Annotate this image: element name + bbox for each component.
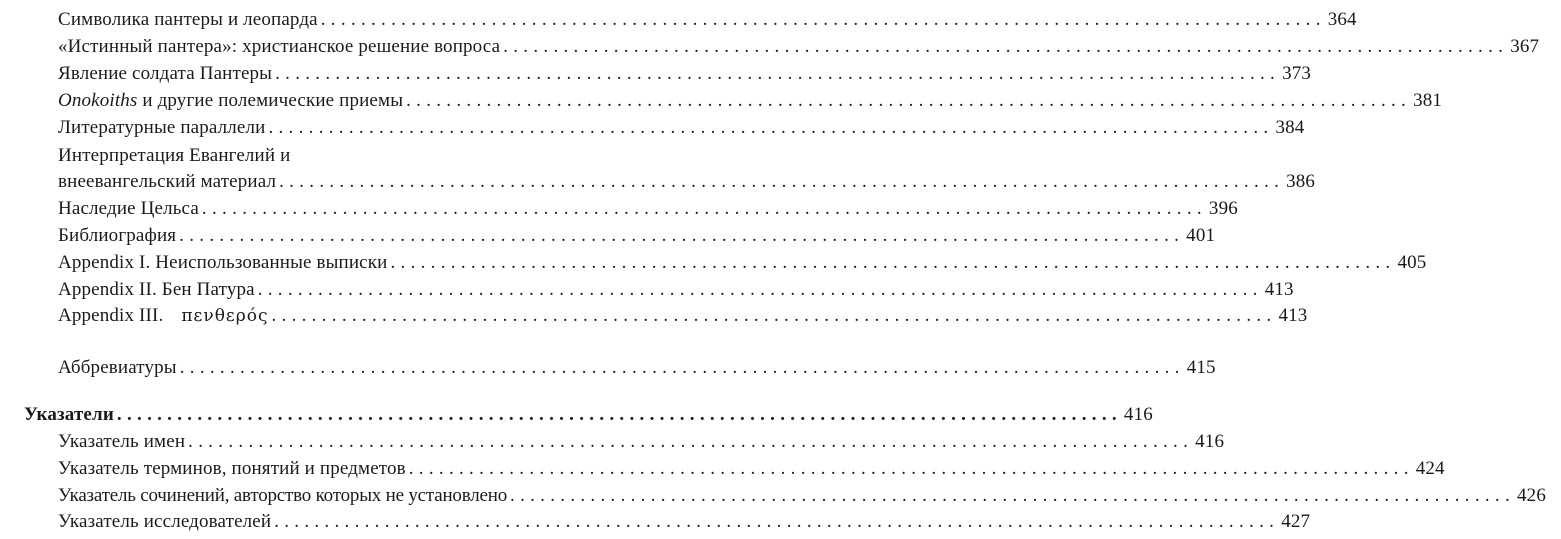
dot-leader: ....................................................................................................: [188, 431, 1194, 452]
toc-entry-title-latin: Appendix III.: [58, 305, 164, 326]
dot-leader: ....................................................................................................: [510, 485, 1516, 506]
toc-entry-page: 416: [1195, 431, 1225, 452]
toc-section-heading: [0, 402, 1153, 428]
toc-entry-page: 384: [1275, 117, 1305, 138]
dot-leader: ....................................................................................................: [279, 171, 1285, 192]
toc-entry: [0, 88, 1443, 114]
toc-entry: [0, 277, 1294, 303]
dot-leader: ....................................................................................................: [275, 63, 1281, 84]
toc-entry-title-rest: и другие полемические приемы: [137, 90, 404, 111]
toc-entry: [0, 115, 1305, 141]
toc-entry: [0, 456, 1445, 482]
toc-entry-page: 413: [1264, 279, 1294, 300]
toc-entry-title-greek: πενθερός: [181, 306, 269, 326]
toc-entry-page: 413: [1278, 305, 1308, 326]
toc-entry-title: Наследие Цельса: [58, 198, 199, 219]
toc-entry-title: Указатель терминов, понятий и предметов: [58, 458, 406, 479]
toc-entry-title: Аббревиатуры: [58, 357, 177, 378]
toc-entry-page: 373: [1282, 63, 1312, 84]
toc-entry-page: 427: [1281, 511, 1311, 532]
toc-entry-title: [0, 303, 268, 329]
toc-entry-title-italic: Onokoiths: [58, 90, 138, 111]
toc-entry: [0, 196, 1238, 222]
toc-entry-title: Указатель имен: [58, 431, 186, 452]
toc-entry: [0, 169, 1316, 195]
toc-entry-title: Указатель исследователей: [58, 511, 272, 532]
toc-entry: [0, 483, 1546, 509]
dot-leader: ....................................................................................................: [271, 305, 1277, 326]
dot-leader: ....................................................................................................: [390, 252, 1396, 273]
dot-leader: ....................................................................................................: [179, 225, 1185, 246]
dot-leader: ....................................................................................................: [179, 357, 1185, 378]
toc-entry-title: Указатель сочинений, авторство которых не установлено: [58, 485, 508, 506]
toc-entry-title: Символика пантеры и леопарда: [58, 9, 318, 30]
dot-leader: ....................................................................................................: [116, 404, 1122, 425]
toc-section-page: 416: [1123, 404, 1153, 425]
toc-entry-page: 401: [1186, 225, 1216, 246]
toc-entry-page: 381: [1413, 90, 1443, 111]
toc-entry: [0, 303, 1308, 329]
toc-entry-title: Appendix II. Бен Патура: [58, 279, 255, 300]
toc-entry: [0, 61, 1312, 87]
toc-section-title: Указатели: [24, 404, 114, 425]
dot-leader: ....................................................................................................: [201, 198, 1207, 219]
toc-entry-title: Литературные параллели: [58, 117, 266, 138]
toc-entry-page: 364: [1327, 9, 1357, 30]
dot-leader: ....................................................................................................: [408, 458, 1414, 479]
toc-entry: [0, 250, 1427, 276]
toc-entry: [0, 223, 1216, 249]
toc-entry-title: внеевангельский материал: [58, 171, 277, 192]
toc-entry-title: Библиография: [58, 225, 177, 246]
toc-entry-title: [0, 88, 403, 114]
toc-entry-page: 426: [1517, 485, 1546, 506]
dot-leader: ....................................................................................................: [274, 511, 1280, 532]
toc-entry-title: Appendix I. Неиспользованные выписки: [58, 252, 388, 273]
dot-leader: ....................................................................................................: [503, 36, 1509, 57]
toc-entry-title: «Истинный пантера»: христианское решение вопроса: [58, 36, 501, 57]
toc-entry: [0, 7, 1357, 33]
toc-entry-title: Явление солдата Пантеры: [58, 63, 273, 84]
dot-leader: ....................................................................................................: [406, 90, 1412, 111]
toc-entry-page: 367: [1510, 36, 1540, 57]
toc-entry-page: 415: [1186, 357, 1216, 378]
dot-leader: ....................................................................................................: [320, 9, 1326, 30]
toc-entry: [0, 355, 1216, 381]
dot-leader: ....................................................................................................: [257, 279, 1263, 300]
toc-entry-page: 386: [1286, 171, 1316, 192]
toc-entry-title-line1: Интерпретация Евангелий и: [58, 145, 291, 166]
toc-entry-page: 424: [1415, 458, 1445, 479]
toc-entry-page: 396: [1208, 198, 1238, 219]
toc-entry-page: 405: [1397, 252, 1427, 273]
dot-leader: ....................................................................................................: [268, 117, 1274, 138]
toc-entry: [0, 34, 1540, 60]
toc-entry: [0, 509, 1311, 535]
toc-entry: [0, 429, 1225, 455]
